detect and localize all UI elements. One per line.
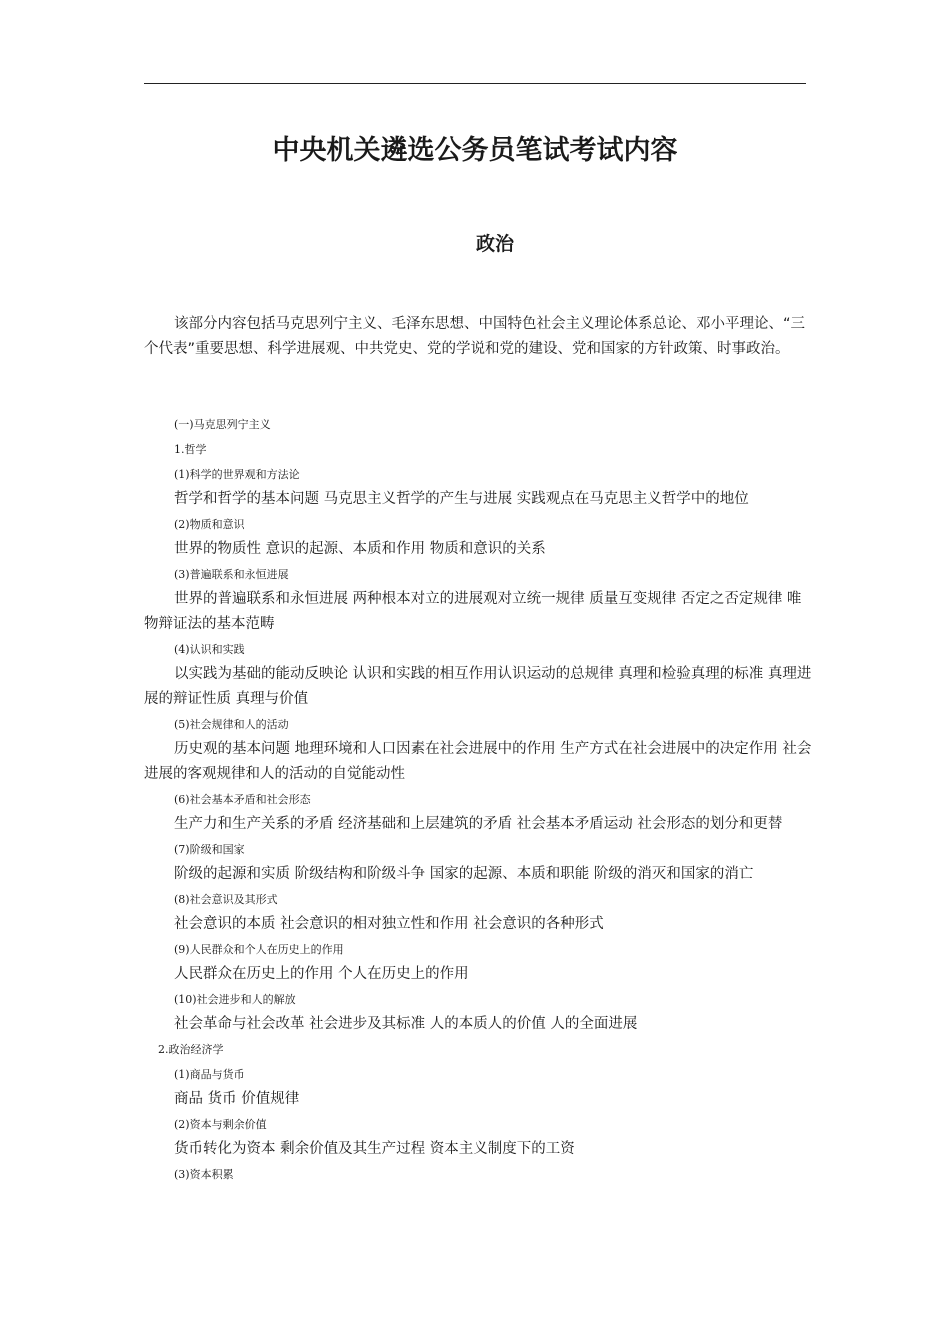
outline-body-text: 哲学和哲学的基本问题 马克思主义哲学的产生与进展 实践观点在马克思主义哲学中的地位 (174, 491, 749, 507)
intro-paragraph: 该部分内容包括马克思列宁主义、毛泽东思想、中国特色社会主义理论体系总论、邓小平理论、“三个代表”重要思想、科学进展观、中共党史、党的学说和党的建设、党和国家的方针政策、时事政治。 (144, 316, 806, 357)
outline-heading: (一)马克思列宁主义 (174, 418, 271, 431)
outline-body-text: 社会革命与社会改革 社会进步及其标准 人的本质人的价值 人的全面进展 (174, 1016, 638, 1032)
outline-heading: (5)社会规律和人的活动 (174, 718, 289, 731)
outline-heading: (2)物质和意识 (174, 518, 245, 531)
outline-heading: (1)商品与货币 (174, 1068, 245, 1081)
outline-body-text: 世界的普遍联系和永恒进展 两种根本对立的进展观对立统一规律 质量互变规律 否定之否定规律 唯物辩证法的基本范畴 (144, 591, 802, 632)
outline-body-text: 商品 货币 价值规律 (174, 1091, 300, 1107)
header-rule (144, 83, 806, 84)
outline-body-text: 社会意识的本质 社会意识的相对独立性和作用 社会意识的各种形式 (174, 916, 604, 932)
outline-heading: (4)认识和实践 (174, 643, 245, 656)
outline-heading: (3)资本积累 (174, 1168, 234, 1181)
outline-heading: 1.哲学 (174, 443, 207, 456)
outline-body-text: 人民群众在历史上的作用 个人在历史上的作用 (174, 966, 469, 982)
outline-body-text: 历史观的基本问题 地理环境和人口因素在社会进展中的作用 生产方式在社会进展中的决定作用 社会进展的客观规律和人的活动的自觉能动性 (144, 741, 812, 782)
outline-heading: (7)阶级和国家 (174, 843, 245, 856)
outline (144, 412, 812, 1187)
outline-heading: (6)社会基本矛盾和社会形态 (174, 793, 311, 806)
outline-heading: (1)科学的世界观和方法论 (174, 468, 300, 481)
outline-body-text: 阶级的起源和实质 阶级结构和阶级斗争 国家的起源、本质和职能 阶级的消灭和国家的消亡 (174, 866, 754, 882)
outline-heading: (8)社会意识及其形式 (174, 893, 278, 906)
outline-body-text: 世界的物质性 意识的起源、本质和作用 物质和意识的关系 (174, 541, 546, 557)
outline-heading: (9)人民群众和个人在历史上的作用 (174, 943, 344, 956)
outline-heading: (10)社会进步和人的解放 (174, 993, 296, 1006)
outline-heading: (3)普遍联系和永恒进展 (174, 568, 289, 581)
outline-body-text: 生产力和生产关系的矛盾 经济基础和上层建筑的矛盾 社会基本矛盾运动 社会形态的划分和更替 (174, 816, 783, 832)
outline-body-text: 以实践为基础的能动反映论 认识和实践的相互作用认识运动的总规律 真理和检验真理的标准 真理进展的辩证性质 真理与价值 (144, 666, 812, 707)
outline-heading: (2)资本与剩余价值 (174, 1118, 267, 1131)
section-heading: 政治 (475, 233, 514, 255)
document-title: 中央机关遴选公务员笔试考试内容 (272, 135, 678, 166)
outline-body-text: 货币转化为资本 剩余价值及其生产过程 资本主义制度下的工资 (174, 1141, 575, 1157)
outline-subheading: 2.政治经济学 (158, 1043, 224, 1056)
